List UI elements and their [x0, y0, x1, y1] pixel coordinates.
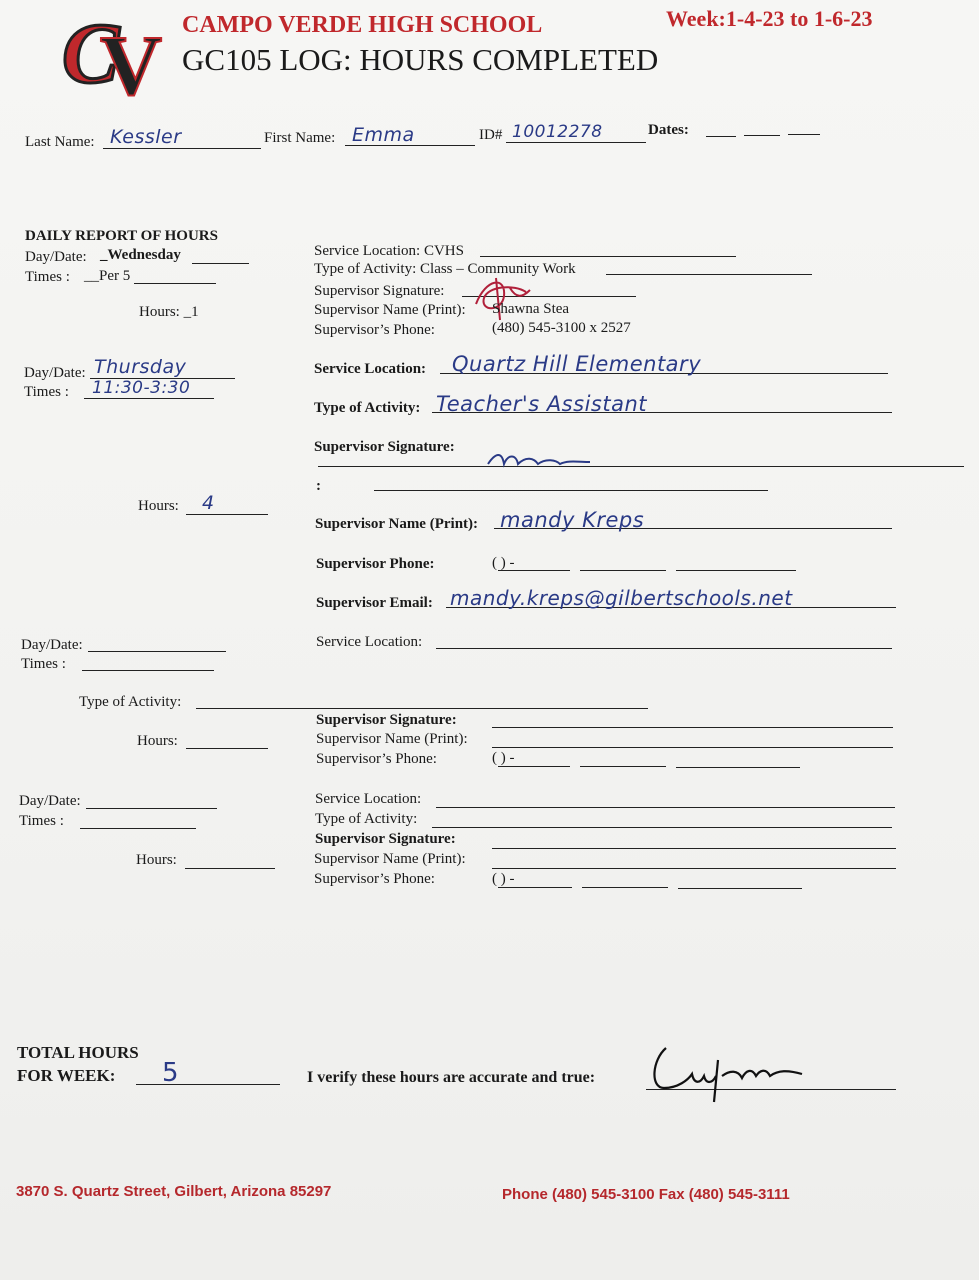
entry4-name-label: Supervisor Name (Print):	[314, 851, 466, 867]
entry2-activity-value: Teacher's Assistant	[436, 392, 647, 416]
entry2-email-value: mandy.kreps@gilbertschools.net	[450, 586, 793, 610]
entry3-signature-label: Supervisor Signature:	[316, 712, 457, 728]
entry2-service-location-label: Service Location:	[314, 361, 427, 377]
entry2-name-value: mandy Kreps	[500, 508, 645, 532]
total-hours-value: 5	[162, 1058, 180, 1088]
entry1-times-value: __Per 5	[84, 268, 131, 284]
verify-label: I verify these hours are accurate and true:	[307, 1069, 596, 1086]
entry3-name-label: Supervisor Name (Print):	[316, 731, 468, 747]
entry2-signature-label: Supervisor Signature:	[314, 439, 455, 455]
entry3-activity-label: Type of Activity:	[79, 694, 182, 710]
entry2-phone-label: Supervisor Phone:	[316, 556, 435, 572]
week-range: Week:1-4-23 to 1-6-23	[666, 6, 873, 31]
last-name-label: Last Name:	[25, 134, 95, 150]
entry3-service-location-label: Service Location:	[316, 634, 423, 650]
entry4-signature-label: Supervisor Signature:	[315, 831, 456, 847]
entry2-day-label: Day/Date:	[24, 365, 86, 381]
entry1-activity: Type of Activity: Class – Community Work	[314, 261, 576, 277]
entry4-phone-blank: ( ) -	[492, 871, 515, 887]
for-week-label: FOR WEEK:	[17, 1066, 116, 1085]
entry1-times-label: Times :	[25, 269, 70, 285]
entry2-name-label: Supervisor Name (Print):	[315, 516, 479, 532]
school-name: CAMPO VERDE HIGH SCHOOL	[182, 12, 543, 38]
entry2-times-value: 11:30-3:30	[92, 378, 191, 398]
entry1-signature-label: Supervisor Signature:	[314, 283, 445, 299]
id-value: 10012278	[512, 122, 603, 142]
entry1-name-label: Supervisor Name (Print):	[314, 302, 466, 318]
entry4-day-label: Day/Date:	[19, 793, 81, 809]
id-label: ID#	[479, 127, 503, 143]
svg-text:V: V	[100, 17, 163, 98]
entry1-hours: Hours: _1	[139, 304, 199, 320]
entry2-supervisor-signature	[486, 450, 596, 470]
entry1-phone-label: Supervisor’s Phone:	[314, 322, 435, 338]
dates-label: Dates:	[648, 122, 689, 138]
entry1-day-label: Day/Date:	[25, 249, 87, 265]
entry4-phone-label: Supervisor’s Phone:	[314, 871, 435, 887]
entry2-activity-label: Type of Activity:	[314, 400, 421, 416]
footer-phone-fax: Phone (480) 545-3100 Fax (480) 545-3111	[502, 1186, 790, 1203]
entry3-times-label: Times :	[21, 656, 66, 672]
entry1-phone-value: (480) 545-3100 x 2527	[492, 320, 631, 336]
entry3-hours-label: Hours:	[137, 733, 178, 749]
entry3-phone-blank: ( ) -	[492, 750, 515, 766]
entry1-day-value: _Wednesday	[100, 247, 181, 263]
form-title: GC105 LOG: HOURS COMPLETED	[182, 42, 659, 77]
first-name-label: First Name:	[264, 130, 336, 146]
entry1-name-value: Shawna Stea	[492, 301, 570, 317]
entry2-hours-value: 4	[202, 492, 215, 514]
entry2-colon: :	[316, 478, 321, 494]
student-signature	[648, 1040, 808, 1106]
svg-text:C: C	[62, 8, 120, 98]
entry2-phone-blank: ( ) -	[492, 555, 515, 571]
entry2-hours-label: Hours:	[138, 498, 179, 514]
entry3-phone-label: Supervisor’s Phone:	[316, 751, 437, 767]
entry2-email-label: Supervisor Email:	[316, 595, 433, 611]
footer-address: 3870 S. Quartz Street, Gilbert, Arizona 85297	[16, 1183, 332, 1200]
last-name-value: Kessler	[110, 126, 182, 148]
entry4-times-label: Times :	[19, 813, 64, 829]
first-name-value: Emma	[352, 124, 415, 146]
entry4-hours-label: Hours:	[136, 852, 177, 868]
entry2-service-location-value: Quartz Hill Elementary	[452, 352, 702, 376]
entry3-day-label: Day/Date:	[21, 637, 83, 653]
school-logo	[60, 8, 168, 98]
section-title: DAILY REPORT OF HOURS	[25, 228, 218, 244]
total-hours-label: TOTAL HOURS	[17, 1043, 139, 1062]
entry4-service-location-label: Service Location:	[315, 791, 422, 807]
entry1-supervisor-signature	[466, 268, 536, 328]
entry1-service-location: Service Location: CVHS	[314, 243, 464, 259]
entry2-times-label: Times :	[24, 384, 69, 400]
entry4-activity-label: Type of Activity:	[315, 811, 418, 827]
entry2-day-value: Thursday	[94, 356, 187, 378]
